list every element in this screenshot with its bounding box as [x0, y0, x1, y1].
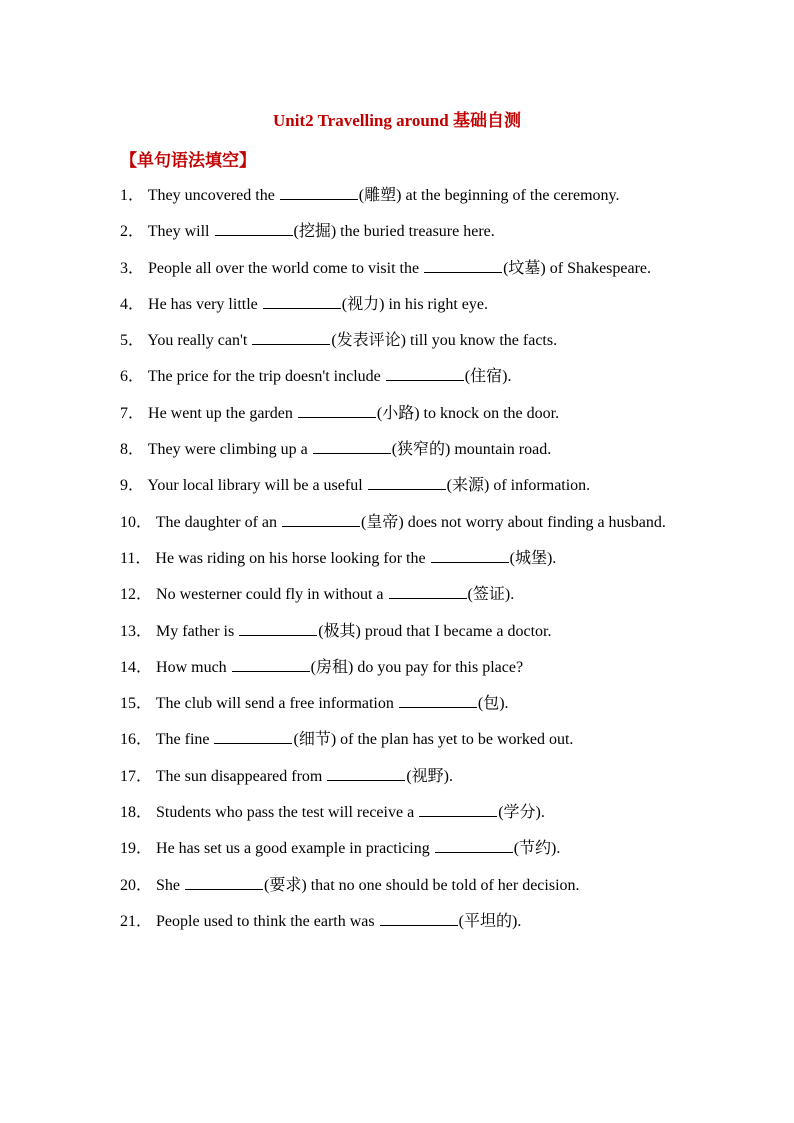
answer-blank[interactable] — [282, 512, 360, 527]
answer-blank[interactable] — [313, 439, 391, 454]
question-text-before: He has very little — [148, 295, 258, 313]
question-text-after: . — [504, 695, 509, 713]
answer-blank[interactable] — [389, 584, 467, 599]
chinese-hint: (狭窄的) — [391, 441, 451, 459]
question-text-before: He has set us a good example in practicing — [156, 840, 430, 858]
question-item — [120, 214, 674, 249]
document-title: Unit2 Travelling around 基础自测 — [273, 111, 521, 130]
question-text-after: of Shakespeare. — [549, 259, 652, 277]
question-item — [120, 831, 674, 866]
question-number: 9． — [120, 477, 145, 495]
question-text-after: to knock on the door. — [423, 404, 560, 422]
question-number: 11． — [120, 549, 152, 567]
chinese-hint: (坟墓) — [503, 259, 546, 277]
question-text-before: They will — [147, 223, 210, 241]
question-text-before: The sun disappeared from — [155, 767, 323, 785]
question-item — [120, 722, 674, 757]
answer-blank[interactable] — [232, 657, 310, 672]
question-number: 17． — [120, 767, 153, 785]
chinese-hint: (签证) — [467, 586, 511, 604]
question-text-before: They uncovered the — [147, 187, 275, 204]
chinese-hint: (要求) — [264, 876, 307, 894]
question-text-after: . — [552, 549, 557, 567]
answer-blank[interactable] — [263, 294, 341, 309]
question-item — [120, 396, 674, 431]
chinese-hint: (挖掘) — [293, 223, 337, 241]
question-number: 3． — [120, 259, 145, 277]
chinese-hint: (发表评论) — [331, 332, 406, 350]
question-item — [120, 359, 674, 394]
question-number: 12． — [120, 586, 153, 604]
question-text-after: in his right eye. — [388, 295, 488, 313]
question-text-before: No westerner could fly in without a — [156, 586, 384, 604]
answer-blank[interactable] — [380, 911, 458, 926]
question-number: 5． — [120, 332, 145, 350]
question-text-before: He went up the garden — [148, 404, 293, 422]
question-text-before: The fine — [155, 731, 210, 749]
question-number: 1． — [120, 187, 145, 204]
answer-blank[interactable] — [280, 185, 358, 200]
question-text-after: mountain road. — [454, 441, 552, 459]
question-text-after: . — [540, 804, 545, 822]
chinese-hint: (小路) — [376, 404, 420, 422]
section-heading: 【单句语法填空】 — [120, 151, 256, 170]
question-number: 2． — [120, 223, 145, 241]
question-text-before: Your local library will be a useful — [147, 477, 363, 495]
question-text-after: of the plan has yet to be worked out. — [340, 731, 574, 749]
question-text-after: . — [556, 840, 561, 858]
chinese-hint: (节约) — [513, 840, 557, 858]
question-item — [120, 178, 674, 213]
question-text-after: . — [449, 767, 454, 785]
question-number: 4． — [120, 295, 145, 313]
chinese-hint: (极其) — [318, 622, 361, 640]
question-text-after: till you know the facts. — [410, 332, 558, 350]
answer-blank[interactable] — [424, 258, 502, 273]
answer-blank[interactable] — [298, 403, 376, 418]
question-text-after: that no one should be told of her decision. — [310, 876, 580, 894]
question-text-after: . — [510, 586, 515, 604]
question-number: 10． — [120, 513, 153, 531]
question-text-before: The price for the trip doesn't include — [147, 368, 381, 386]
question-text-before: My father is — [156, 622, 235, 640]
question-item — [120, 868, 674, 903]
chinese-hint: (来源) — [446, 477, 490, 495]
question-item — [120, 795, 674, 830]
question-item — [120, 614, 674, 649]
question-text-after: . — [517, 912, 522, 930]
question-number: 18． — [120, 804, 153, 822]
chinese-hint: (视力) — [341, 295, 385, 313]
question-number: 19． — [120, 840, 153, 858]
question-item — [120, 541, 674, 576]
chinese-hint: (住宿) — [464, 368, 508, 386]
question-number: 13． — [120, 622, 153, 640]
answer-blank[interactable] — [239, 621, 317, 636]
answer-blank[interactable] — [399, 693, 477, 708]
chinese-hint: (皇帝) — [361, 513, 404, 531]
question-item — [120, 686, 674, 721]
question-item — [120, 759, 674, 794]
question-item — [120, 577, 674, 612]
question-text-before: She — [156, 876, 181, 894]
question-text-after: at the beginning of the ceremony. — [405, 187, 620, 204]
question-item — [120, 505, 674, 540]
answer-blank[interactable] — [252, 330, 330, 345]
answer-blank[interactable] — [215, 221, 293, 236]
chinese-hint: (细节) — [293, 731, 337, 749]
question-number: 15． — [120, 695, 153, 713]
answer-blank[interactable] — [431, 548, 509, 563]
question-item — [120, 323, 674, 358]
question-number: 16． — [120, 731, 153, 749]
question-text-after: do you pay for this place? — [357, 658, 524, 676]
question-text-after: . — [507, 368, 512, 386]
answer-blank[interactable] — [368, 475, 446, 490]
question-text-after: of information. — [493, 477, 591, 495]
answer-blank[interactable] — [435, 838, 513, 853]
question-item — [120, 468, 674, 503]
chinese-hint: (包) — [477, 695, 505, 713]
answer-blank[interactable] — [185, 875, 263, 890]
question-text-before: The daughter of an — [155, 513, 278, 531]
question-list — [120, 178, 674, 940]
question-text-before: He was riding on his horse looking for the — [155, 549, 426, 567]
question-number: 7． — [120, 404, 145, 422]
question-number: 6． — [120, 368, 145, 386]
chinese-hint: (城堡) — [509, 549, 553, 567]
chinese-hint: (雕塑) — [358, 187, 402, 204]
question-number: 14． — [120, 658, 153, 676]
answer-blank[interactable] — [419, 802, 497, 817]
question-item — [120, 432, 674, 467]
question-number: 20． — [120, 876, 153, 894]
question-text-before: The club will send a free information — [155, 695, 394, 713]
chinese-hint: (平坦的) — [458, 912, 518, 930]
answer-blank[interactable] — [386, 366, 464, 381]
question-text-before: How much — [156, 658, 227, 676]
chinese-hint: (学分) — [498, 804, 541, 822]
question-text-before: Students who pass the test will receive a — [156, 804, 415, 822]
chinese-hint: (视野) — [406, 767, 450, 785]
question-number: 21． — [120, 912, 153, 930]
question-item — [120, 251, 674, 286]
question-text-before: They were climbing up a — [147, 441, 308, 459]
question-text-before: You really can't — [147, 332, 248, 350]
question-text-after: the buried treasure here. — [340, 223, 495, 241]
question-number: 8． — [120, 441, 145, 459]
question-item — [120, 904, 674, 939]
question-item — [120, 650, 674, 685]
question-text-after: does not worry about finding a husband. — [407, 513, 666, 531]
chinese-hint: (房租) — [310, 658, 354, 676]
answer-blank[interactable] — [327, 766, 405, 781]
question-text-after: proud that I became a doctor. — [364, 622, 552, 640]
question-text-before: People all over the world come to visit the — [148, 259, 420, 277]
answer-blank[interactable] — [214, 729, 292, 744]
question-text-before: People used to think the earth was — [156, 912, 375, 930]
question-item — [120, 287, 674, 322]
